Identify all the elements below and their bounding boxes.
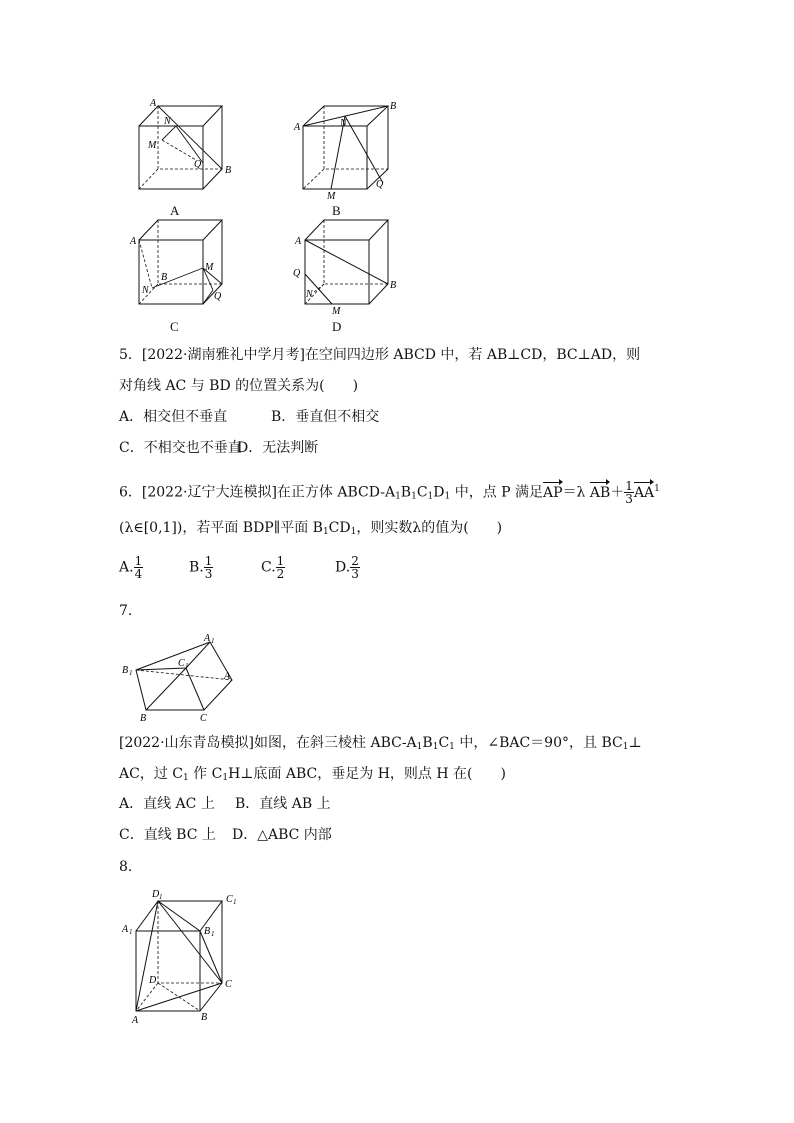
q5-option-b[interactable]: B．垂直但不相交 — [271, 409, 380, 425]
cube-b-drawing — [294, 98, 410, 202]
q6-text: B — [400, 484, 412, 501]
q6-option-c[interactable] — [261, 555, 335, 580]
label-q: Q — [214, 291, 222, 302]
q6-stem-line-1 — [119, 479, 660, 507]
label-b: B — [225, 165, 232, 176]
q5-options-row-2 — [119, 438, 318, 458]
q7-option-b[interactable]: B．直线 AB 上 — [235, 796, 331, 812]
q7-option-a[interactable]: A．直线 AC 上 — [119, 796, 215, 812]
sub: 1 — [411, 491, 417, 502]
label-q: Q — [194, 159, 202, 170]
option-fraction — [204, 555, 214, 580]
fraction-one-third — [624, 480, 634, 505]
q7-text: AC，过 C — [119, 766, 183, 782]
denominator: 3 — [625, 492, 633, 507]
q6-text: 中，点 P 满足 — [450, 484, 544, 501]
q6-text: C — [416, 484, 428, 501]
q5-stem-line-1: 5．[2022·湖南雅礼中学月考]在空间四边形 ABCD 中，若 AB⊥CD，BC⊥AD，则 — [119, 347, 641, 363]
cube-figure-d — [293, 218, 407, 334]
q6-options — [119, 555, 360, 580]
sub: 1 — [322, 527, 329, 537]
label-n: N — [164, 116, 171, 127]
label-d1: D — [152, 889, 160, 900]
label-n: N — [142, 285, 149, 296]
label-b: B — [140, 713, 147, 724]
label-b1-sub: 1 — [129, 669, 133, 677]
figure-caption-d: D — [332, 319, 342, 334]
label-a1-sub: 1 — [129, 928, 133, 936]
q5-stem-line-2: 对角线 AC 与 BD 的位置关系为( ) — [119, 378, 359, 394]
option-label: D. — [335, 559, 351, 576]
q7-option-d[interactable]: D．△ABC 内部 — [232, 827, 332, 843]
label-m: M — [332, 306, 341, 317]
sub: 1 — [395, 491, 401, 502]
label-n: N — [306, 289, 313, 300]
q6-text: D — [433, 484, 445, 501]
label-c1-sub: 1 — [185, 662, 189, 670]
label-a: A — [132, 1015, 139, 1026]
numerator: 1 — [134, 554, 143, 568]
option-fraction — [350, 555, 360, 580]
q8-number: 8. — [119, 859, 133, 875]
label-a: A — [130, 236, 137, 247]
q7-text: H⊥底面 ABC，垂足为 H，则点 H 在( ) — [228, 766, 506, 782]
label-n: N — [340, 118, 347, 129]
label-q: Q — [293, 268, 301, 279]
label-d: D — [149, 975, 157, 986]
sub: 1 — [416, 742, 423, 752]
vector-ab: AB — [589, 484, 611, 501]
sub: 1 — [222, 773, 229, 783]
sub: 1 — [622, 742, 629, 752]
label-c1: C — [178, 658, 185, 669]
q7-stem-line-2 — [119, 764, 506, 788]
q6-text: ，则实数λ的值为( ) — [356, 520, 503, 536]
q7-text: 中，∠BAC＝90°，且 BC — [454, 735, 623, 751]
vector-ap: AP — [543, 484, 563, 501]
label-a1-sub: 1 — [211, 637, 215, 645]
numerator: 1 — [276, 554, 285, 568]
q6-text: ＋ — [610, 484, 625, 501]
label-b1-sub: 1 — [211, 930, 215, 938]
q6-text: (λ∈[0,1])，若平面 BDP∥平面 B — [119, 520, 323, 536]
cube-c-drawing — [130, 218, 236, 313]
figure-caption-b: B — [332, 203, 341, 218]
sub: 1 — [182, 773, 189, 783]
sub: 1 — [427, 491, 434, 502]
label-b1: B — [122, 665, 129, 676]
q7-text: C — [438, 735, 450, 751]
denominator: 4 — [134, 567, 143, 581]
q7-option-c[interactable]: C．直线 BC 上 — [119, 827, 216, 843]
cube-figure-a — [136, 96, 236, 218]
label-a: A — [224, 671, 231, 682]
denominator: 3 — [351, 567, 359, 581]
rectangular-prism-figure — [120, 885, 250, 1034]
q6-option-b[interactable] — [189, 555, 261, 580]
q6-option-d[interactable] — [335, 555, 360, 580]
option-fraction — [276, 555, 286, 580]
label-b: B — [390, 101, 397, 112]
numerator: 1 — [625, 479, 633, 494]
figure-caption-c: C — [170, 319, 179, 334]
oblique-prism-figure — [120, 630, 240, 726]
option-label: B. — [189, 559, 204, 576]
q7-stem-line-1 — [119, 733, 642, 757]
q6-text: ＝λ — [562, 484, 586, 501]
cube-figure-b — [294, 98, 410, 218]
q6-prefix: 6．[2022·辽宁大连模拟]在正方体 ABCD-A — [119, 484, 396, 501]
label-b1: B — [204, 926, 211, 937]
numerator: 1 — [204, 554, 213, 568]
vector-aa1: AA — [633, 484, 655, 501]
q7-options-row-1 — [119, 794, 331, 814]
sub: 1 — [449, 742, 455, 752]
label-q: Q — [376, 179, 384, 190]
q7-text: ⊥ — [628, 735, 642, 751]
label-b: B — [390, 280, 397, 291]
label-c1: C — [226, 894, 233, 905]
label-a1: A — [204, 633, 211, 644]
option-label: C. — [261, 559, 276, 576]
denominator: 2 — [276, 567, 285, 581]
label-a: A — [294, 122, 301, 133]
label-d1-sub: 1 — [159, 893, 163, 901]
q7-text: [2022·山东青岛模拟]如图，在斜三棱柱 ABC-A — [119, 735, 417, 751]
label-m: M — [205, 262, 214, 273]
figure-caption-a: A — [170, 203, 180, 218]
denominator: 3 — [204, 567, 213, 581]
label-c: C — [200, 713, 207, 724]
q6-option-a[interactable] — [119, 555, 189, 580]
q5-options-row-1 — [119, 407, 379, 427]
sub: 1 — [350, 527, 357, 537]
numerator: 2 — [351, 554, 359, 568]
label-b: B — [201, 1012, 208, 1023]
option-fraction — [134, 555, 144, 580]
q7-text: 作 C — [188, 766, 223, 782]
cube-figure-c — [130, 218, 236, 334]
prism-7-drawing — [120, 630, 240, 722]
cube-d-drawing — [293, 218, 407, 317]
q6-stem-line-2 — [119, 518, 502, 542]
cube-a-drawing — [136, 96, 236, 191]
q7-text: B — [422, 735, 433, 751]
label-b: B — [161, 272, 168, 283]
label-a: A — [150, 98, 157, 109]
label-c: C — [225, 979, 232, 990]
label-a1: A — [122, 924, 129, 935]
label-c1-sub: 1 — [233, 898, 237, 906]
sub: 1 — [432, 742, 439, 752]
prism-8-drawing — [120, 885, 250, 1030]
option-label: A. — [119, 559, 134, 576]
q7-number: 7. — [119, 603, 133, 619]
q5-option-d[interactable]: D．无法判断 — [237, 440, 319, 456]
q5-option-c[interactable]: C．不相交也不垂直 — [119, 440, 242, 456]
label-m: M — [327, 191, 336, 202]
label-a: A — [295, 236, 302, 247]
q5-option-a[interactable]: A．相交但不垂直 — [119, 409, 228, 425]
q7-options-row-2 — [119, 825, 332, 845]
sub: 1 — [444, 491, 451, 502]
q6-text: CD — [328, 520, 351, 536]
label-m: M — [148, 140, 157, 151]
sub: 1 — [654, 484, 660, 494]
